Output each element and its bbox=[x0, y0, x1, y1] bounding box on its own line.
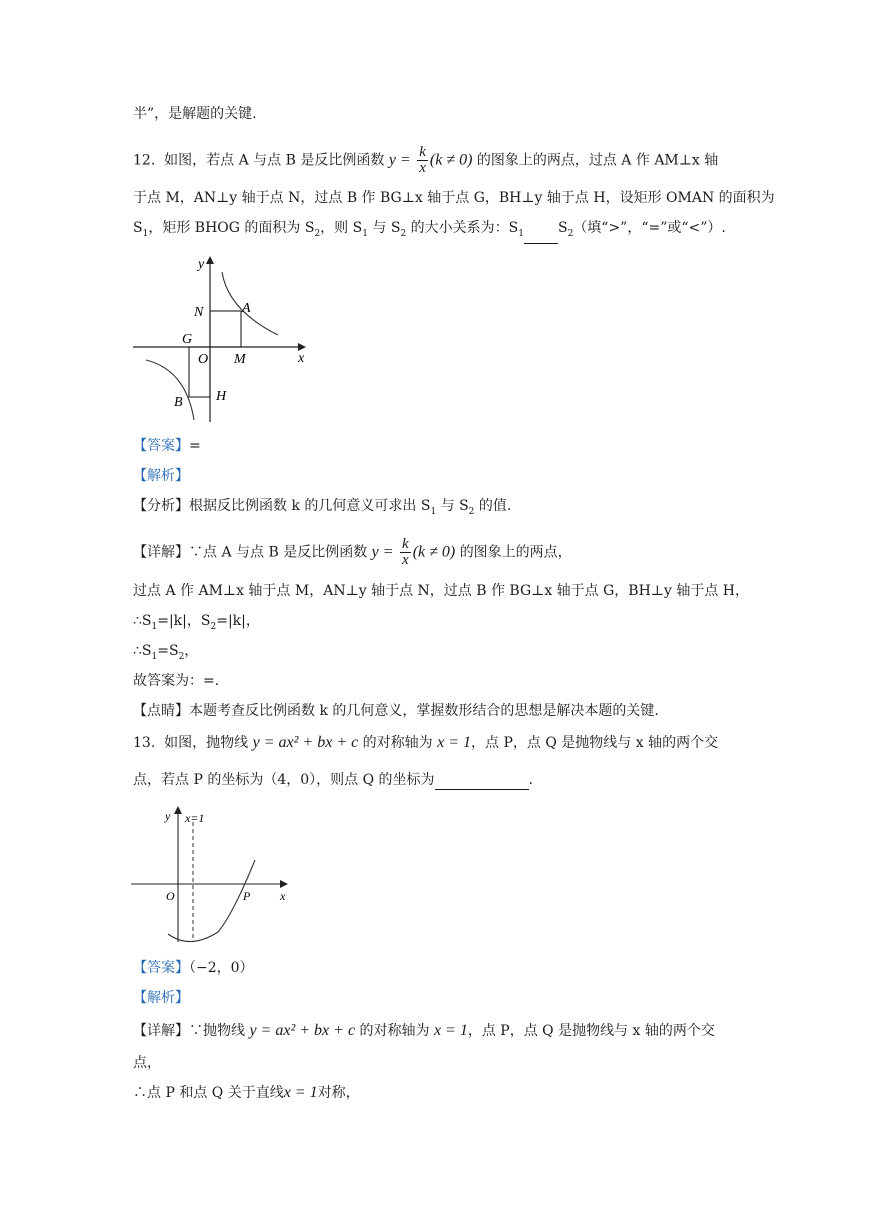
text: 于点 M，AN⊥y 轴于点 N，过点 B 作 BG⊥x 轴于点 G，BH⊥y 轴于点 H，设矩形 OMAN 的面积为 bbox=[133, 190, 775, 206]
text: S bbox=[133, 220, 143, 236]
text: 的对称轴为 bbox=[359, 1023, 430, 1039]
formula: y = bbox=[371, 543, 394, 561]
text: 【解析】 bbox=[133, 468, 189, 484]
text: =|k|，S bbox=[157, 613, 211, 629]
point-label-n: N bbox=[194, 305, 204, 320]
subscript: 2 bbox=[314, 228, 321, 239]
text: 对称， bbox=[317, 1085, 360, 1101]
tag: 【详解】 bbox=[133, 1023, 189, 1039]
formula: y = ax² + bx + c bbox=[252, 734, 359, 751]
question-13-line-1 bbox=[133, 733, 718, 753]
formula: x = 1 bbox=[433, 1022, 468, 1039]
text: 的对称轴为 bbox=[362, 735, 433, 751]
text: =|k|， bbox=[216, 613, 260, 629]
detail-line-2 bbox=[133, 581, 749, 601]
answer-tag: 【答案】 bbox=[133, 960, 189, 976]
subscript: 2 bbox=[178, 651, 185, 662]
axis-label-y: y bbox=[165, 809, 171, 823]
formula: x = 1 bbox=[283, 1084, 318, 1101]
axis-label-y: y bbox=[198, 257, 205, 272]
question-13-line-2 bbox=[133, 770, 533, 790]
answer-value: （−2，0） bbox=[189, 960, 254, 976]
tag: 【详解】 bbox=[133, 544, 189, 561]
axis-label-x: x bbox=[280, 889, 286, 903]
formula: y = ax² + bx + c bbox=[249, 1022, 356, 1039]
text: ，点 P，点 Q 是抛物线与 x 轴的两个交 bbox=[467, 1023, 715, 1039]
subscript: 1 bbox=[430, 506, 437, 517]
point-label-a: A bbox=[242, 301, 251, 316]
text: 过点 A 作 AM⊥x 轴于点 M，AN⊥y 轴于点 N，过点 B 作 BG⊥x 轴于点 G，BH⊥y 轴于点 H， bbox=[133, 583, 749, 599]
text: ∴S bbox=[133, 643, 152, 659]
tag: 【分析】 bbox=[133, 498, 189, 514]
answer-12 bbox=[133, 436, 201, 456]
dianjing-line bbox=[133, 701, 659, 721]
text: 根据反比例函数 k 的几何意义可求出 S bbox=[189, 498, 431, 514]
text: ∴点 P 和点 Q 关于直线 bbox=[133, 1085, 284, 1101]
text: 点， bbox=[133, 1055, 161, 1071]
subscript: 1 bbox=[518, 228, 524, 239]
xiangjie-13-line-1 bbox=[133, 1021, 715, 1041]
subscript: 2 bbox=[468, 506, 475, 517]
figure-13-parabola bbox=[128, 802, 293, 950]
formula: y = bbox=[388, 151, 411, 169]
text: 【解析】 bbox=[133, 990, 189, 1006]
subscript: 1 bbox=[362, 228, 368, 239]
fenxi-line bbox=[133, 496, 511, 522]
question-number: 12. bbox=[133, 152, 156, 169]
text: ，点 P，点 Q 是抛物线与 x 轴的两个交 bbox=[471, 735, 719, 751]
point-label-h: H bbox=[216, 389, 227, 404]
point-label-o: O bbox=[166, 889, 175, 903]
text: 本题考查反比例函数 k 的几何意义，掌握数形结合的思想是解决本题的关键. bbox=[189, 703, 659, 719]
text: 的图象上的两点， bbox=[459, 544, 572, 561]
formula: x = 1 bbox=[437, 734, 472, 751]
formula: (k ≠ 0) bbox=[412, 543, 456, 561]
text: 半”，是解题的关键. bbox=[133, 106, 257, 122]
text: 的值. bbox=[474, 498, 512, 514]
subscript: 1 bbox=[142, 228, 149, 239]
subscript: 2 bbox=[400, 228, 407, 239]
text: ，矩形 BHOG 的面积为 S bbox=[148, 220, 315, 236]
fraction: $\frac{k}{x}$ bbox=[419, 144, 426, 176]
text: . bbox=[528, 772, 533, 788]
point-label-m: M bbox=[234, 352, 246, 367]
answer-blank[interactable] bbox=[435, 775, 529, 790]
subscript: 2 bbox=[567, 228, 574, 239]
subscript: 2 bbox=[210, 621, 217, 632]
text: （填“>”，“=”或“<”）. bbox=[573, 220, 726, 236]
formula: (k ≠ 0) bbox=[429, 151, 473, 169]
text: ∵点 A 与点 B 是反比例函数 bbox=[189, 544, 368, 561]
question-number: 13. bbox=[133, 735, 156, 751]
tag: 【点睛】 bbox=[133, 703, 189, 719]
text: 的图象上的两点，过点 A 作 AM⊥x 轴 bbox=[476, 152, 719, 169]
final-line bbox=[133, 1083, 360, 1103]
answer-13 bbox=[133, 958, 254, 978]
text: 如图，抛物线 bbox=[164, 735, 249, 751]
point-label-b: B bbox=[174, 395, 183, 410]
analysis-tag bbox=[133, 466, 189, 486]
detail-line-5 bbox=[133, 671, 219, 691]
text: S bbox=[557, 220, 568, 236]
figure-12-hyperbola bbox=[128, 252, 318, 427]
answer-blank[interactable] bbox=[524, 229, 558, 244]
xiangjie-line bbox=[133, 537, 572, 568]
question-12-line-1 bbox=[133, 145, 718, 176]
answer-tag: 【答案】 bbox=[133, 438, 189, 454]
text: 与 S bbox=[436, 498, 469, 514]
text: 故答案为：=. bbox=[133, 673, 220, 689]
text: =S bbox=[157, 643, 179, 659]
text: ∵抛物线 bbox=[189, 1023, 245, 1039]
subscript: 1 bbox=[151, 621, 158, 632]
axis-label-x: x bbox=[298, 351, 305, 366]
text: ∴S bbox=[133, 613, 152, 629]
text: 的大小关系为：S bbox=[406, 220, 519, 236]
question-12-line-3 bbox=[133, 218, 726, 244]
point-label-g: G bbox=[182, 332, 193, 347]
text-line bbox=[133, 104, 257, 124]
detail-line-3 bbox=[133, 611, 260, 637]
text: 点，若点 P 的坐标为（4，0），则点 Q 的坐标为 bbox=[133, 772, 435, 788]
detail-line-4 bbox=[133, 641, 198, 667]
subscript: 1 bbox=[151, 651, 158, 662]
text: ， bbox=[184, 643, 199, 659]
point-label-p: P bbox=[243, 889, 251, 903]
text: 与 S bbox=[367, 220, 401, 236]
question-12-line-2 bbox=[133, 188, 775, 208]
text: 如图，若点 A 与点 B 是反比例函数 bbox=[164, 152, 385, 169]
xiangjie-13-line-2 bbox=[133, 1053, 161, 1073]
point-label-o: O bbox=[198, 352, 209, 367]
analysis-tag-13 bbox=[133, 988, 189, 1008]
symmetry-axis-label: x=1 bbox=[185, 811, 205, 825]
fraction: $\frac{k}{x}$ bbox=[402, 536, 409, 568]
answer-value: = bbox=[189, 438, 201, 454]
text: ，则 S bbox=[320, 220, 363, 236]
